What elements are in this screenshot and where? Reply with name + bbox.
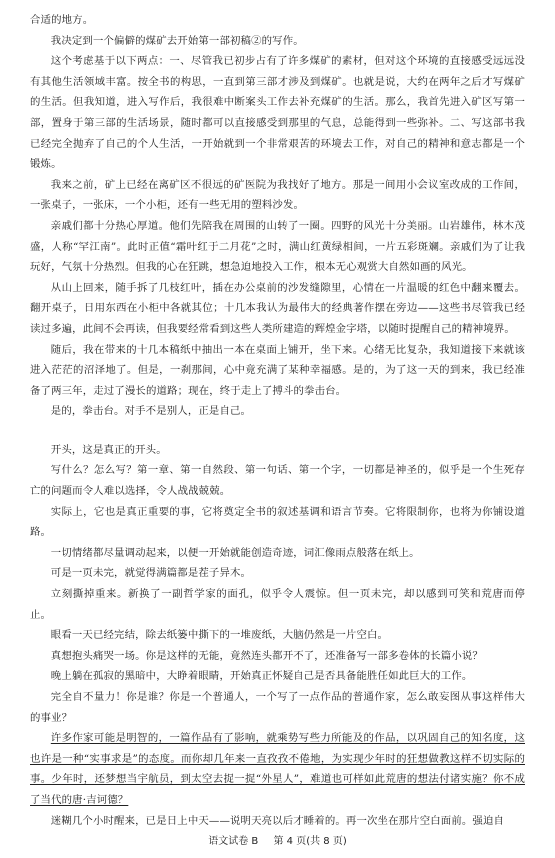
- paragraph-14: 眼看一天已经完结，除去纸篓中撕下的一堆废纸，大脑仍然是一片空白。: [50, 629, 389, 642]
- paragraph-7: 是的，拳击台。对手不是别人，正是自己。: [50, 405, 252, 418]
- paragraph-13: 立刻撕掉重来。新换了一副哲学家的面孔，似乎令人震惊。但一页未完，却以感到可笑和荒唐而停止。: [30, 588, 525, 621]
- paragraph-12: 可是一页未完，就觉得满篇都是茬子异木。: [50, 567, 252, 580]
- paragraph-11: 一切情绪都尽量调动起来，以便一开始就能创造奇迹，词汇像雨点般落在纸上。: [50, 546, 420, 559]
- paragraph-3: 我来之前，矿上已经在离矿区不很远的矿医院为我找好了地方。那是一间用小会议室改成的工作间，一张桌子，一张床，一个小柜，还有一些无用的塑料沙发。: [30, 178, 525, 212]
- paragraph-19: 迷糊几个小时醒来，已是日上中天——说明天亮以后才睡着的。再一次坐在那片空白面前。强迫自: [50, 814, 505, 827]
- paragraph-15: 真想抱头痛哭一场。你是这样的无能，竟然连头都开不了，还准备写一部多卷体的长篇小说？: [50, 649, 483, 662]
- paragraph-10: 实际上，它也是真正重要的事，它将奠定全书的叙述基调和语言节奏。它将限制你，也将为你铺设道路。: [30, 505, 525, 539]
- paragraph-17: 完全自不量力！你是谁？你是一个普通人，一个写了一点作品的普通作家，怎么敢妄图从事这样伟大的事业？: [30, 691, 525, 724]
- paragraph-16: 晚上躺在孤寂的黑暗中，大睁着眼睛，开始真正怀疑自己是否具备能胜任如此巨大的工作。: [50, 670, 473, 683]
- page-footer: [0, 832, 555, 847]
- section-gap: [30, 422, 525, 440]
- paragraph-6: 随后，我在带来的十几本稿纸中抽出一本在桌面上铺开，坐下来。心绪无比复杂，我知道接下来就该进入茫茫的沼泽地了。但是，一刹那间，心中竟充满了某种幸福感。是的，为了这一天的到来，我已经准备了两三年，走过了漫长的道路；现在，终于走上了搏斗的拳击台。: [30, 343, 525, 397]
- paragraph-8: 开头，这是真正的开头。: [50, 443, 167, 456]
- footer-subject: 语文试卷 B: [208, 836, 259, 847]
- footer-page-number: 第 4 页(共 8 页): [273, 836, 347, 847]
- paragraph-5: 从山上回来，随手拆了几枝红叶，插在办公桌前的沙发缝隙里，心情在一片温暖的红色中翻来覆去。翻开桌子，日用东西在小柜中各就其位；十几本我认为最伟大的经典著作摆在旁边——这些书尽管我已经读过多遍，此间不会再读，但我要经常看到这些人类所建造的辉煌金字塔，以随时提醒自己的精神境界。: [30, 281, 525, 335]
- paragraph-0: 合适的地方。: [30, 14, 94, 26]
- paragraph-4: 亲戚们都十分热心厚道。他们先陪我在周围的山转了一圈。四野的风光十分美丽。山岩雄伟，林木茂盛，人称“罕江南”。此时正值“霜叶红于二月花”之时，满山红黄绿相间，一片五彩斑斓。亲戚们为了让我玩好，气氛十分热烈。但我的心在狂跳，想急迫地投入工作，根本无心观赏大自然如画的风光。: [30, 219, 525, 274]
- paragraph-9: 写什么？怎么写？第一章、第一自然段、第一句话、第一个字，一切都是神圣的，似乎是一个生死存亡的问题而令人难以选择，令人战战兢兢。: [30, 464, 525, 498]
- paragraph-2: 这个考虑基于以下两点：一、尽管我已初步占有了许多煤矿的素材，但对这个环境的直接感受远远没有其他生活领域丰富。按全书的构思，一直到第三部才涉及到煤矿。也就是说，大约在两年之后才写煤矿的生活。但我知道，进入写作后，我很难中断案头工作去补充煤矿的生活。那么，我首先进入矿区写第一部，置身于第三部的生活场景，随时都可以直接感受到那里的气息，总能得到一些弥补。二、写这部书我已经完全抛弃了自己的个人生活，一开始就到一个非常艰苦的环境去工作，对自己的精神和意志都是一个锻炼。: [30, 55, 525, 171]
- paragraph-18-underlined: 许多作家可能是明智的，一篇作品有了影响，就乘势写些力所能及的作品，以巩固自己的知名度，这也许是一种“实事求是”的态度。而你却几年来一直孜孜不倦地，为实现少年时的狂想做教这样不切实际的事。少年时，还梦想当宇航员，到太空去捉一捉“外星人”，难道也可样如此荒唐的想法付诸实施？你不成了当代的唐·吉诃德？: [30, 732, 525, 806]
- paragraph-1: 我决定到一个偏僻的煤矿去开始第一部初稿②的写作。: [50, 34, 304, 47]
